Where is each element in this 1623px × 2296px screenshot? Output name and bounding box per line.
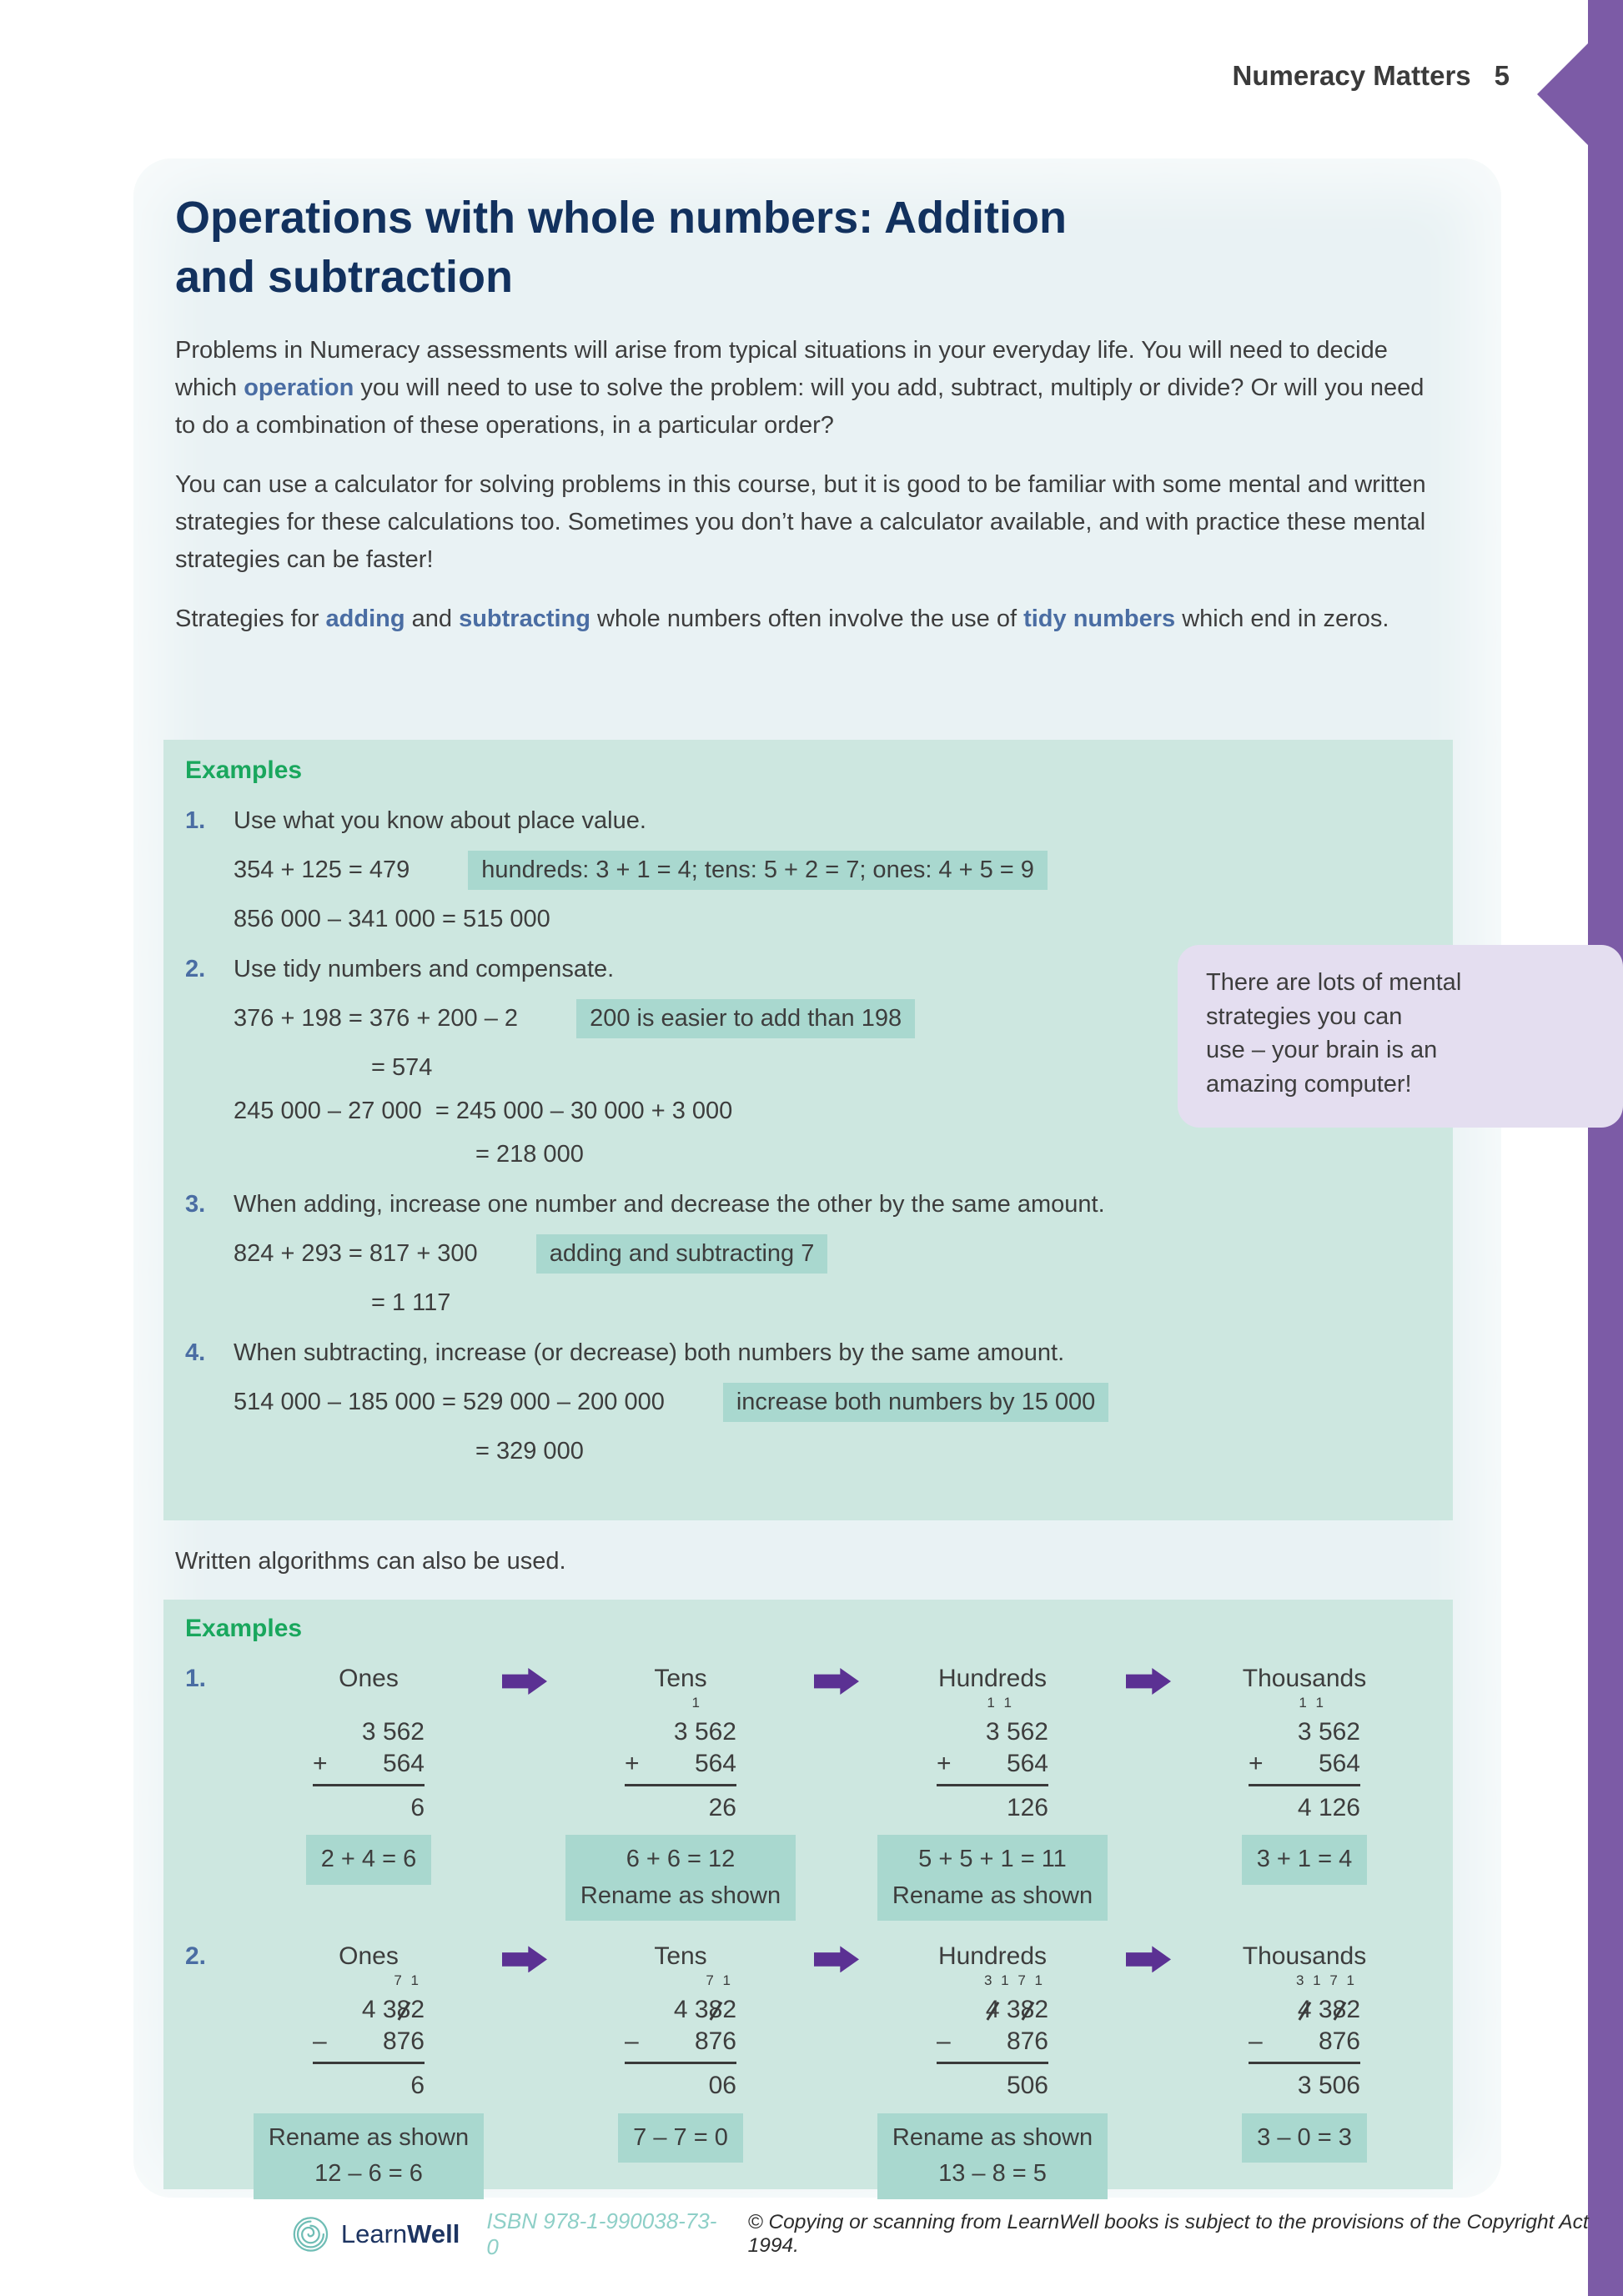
digit-segment: 3 562 bbox=[1297, 1718, 1360, 1746]
result-number: 126 bbox=[1006, 1793, 1048, 1821]
carry-digits: 7 1 bbox=[706, 1972, 731, 1989]
highlight-note: adding and subtracting 7 bbox=[536, 1234, 828, 1274]
annotation-note bbox=[565, 1835, 796, 1921]
highlight-note: hundreds: 3 + 1 = 4; tens: 5 + 2 = 7; ones: 4 + 5 = 9 bbox=[468, 851, 1048, 890]
annotation-line: Rename as shown bbox=[892, 2123, 1093, 2151]
column-working bbox=[313, 1972, 425, 2101]
carry-digits: 3 1 7 1 bbox=[984, 1972, 1043, 1989]
top-number bbox=[625, 1994, 736, 2026]
renamed-digit: 8 bbox=[1333, 1994, 1347, 2026]
second-number: 876 bbox=[1006, 2027, 1048, 2056]
result-number: 3 506 bbox=[1297, 2071, 1360, 2099]
right-arrow-icon bbox=[814, 1946, 859, 1972]
stage-label: Tens bbox=[654, 1942, 707, 1971]
stage-label: Hundreds bbox=[937, 1665, 1048, 1692]
result-number: 4 126 bbox=[1297, 1793, 1360, 1821]
operator-sign: + bbox=[313, 1749, 328, 1777]
stage-label: Hundreds bbox=[937, 1942, 1048, 1971]
digit-segment: 2 bbox=[722, 1996, 736, 2024]
arrow-cell bbox=[1124, 1665, 1173, 1695]
carry-digits bbox=[313, 1695, 425, 1716]
example-number: 4. bbox=[185, 1339, 206, 1366]
carry-digits: 7 1 bbox=[394, 1972, 420, 1989]
text-segment: whole numbers often involve the use of bbox=[590, 605, 1024, 632]
examples-heading: Examples bbox=[185, 756, 303, 784]
stage-label: Tens bbox=[654, 1665, 707, 1692]
digit-segment: 2 bbox=[1034, 1996, 1048, 2024]
operator-row bbox=[937, 2026, 1048, 2064]
operator-sign: – bbox=[937, 2027, 951, 2056]
operator-row bbox=[1249, 1748, 1360, 1786]
equation-text: 514 000 – 185 000 = 529 000 – 200 000 bbox=[234, 1389, 665, 1415]
equation-text: = 574 bbox=[371, 1054, 433, 1081]
renamed-digit: 8 bbox=[1021, 1994, 1035, 2026]
result-number: 26 bbox=[708, 1793, 736, 1821]
result-number: 6 bbox=[410, 2071, 425, 2099]
renamed-digit: 4 bbox=[1298, 1994, 1312, 2026]
annotation-note bbox=[618, 2113, 743, 2163]
equation-text: = 218 000 bbox=[475, 1141, 584, 1168]
text-segment: Problems in Numeracy assessments will arise from typical situations in your everyday life. You will need to decide which bbox=[175, 337, 1388, 401]
result-number: 6 bbox=[410, 1793, 425, 1821]
equation-line bbox=[371, 1289, 1430, 1317]
top-number bbox=[313, 1994, 425, 2026]
stage-label: Ones bbox=[339, 1665, 399, 1692]
arrow-cell bbox=[500, 1665, 549, 1695]
equation-text: 856 000 – 341 000 = 515 000 bbox=[234, 906, 550, 932]
callout-line: use – your brain is an bbox=[1206, 1037, 1438, 1064]
algorithm-stage bbox=[549, 1942, 812, 2163]
equation-line bbox=[234, 851, 1430, 890]
column-working bbox=[937, 1695, 1048, 1823]
digit-segment: 3 562 bbox=[361, 1718, 425, 1746]
callout-bubble bbox=[1178, 945, 1623, 1128]
equation-text: = 1 117 bbox=[371, 1289, 451, 1316]
operator-row bbox=[625, 1748, 736, 1786]
algorithm-stage bbox=[549, 1665, 812, 1921]
algorithm-stage bbox=[861, 1942, 1124, 2198]
arrow-cell bbox=[812, 1942, 861, 1972]
annotation-line: Rename as shown bbox=[892, 1882, 1093, 1909]
keyword: operation bbox=[244, 374, 354, 401]
text-segment: You can use a calculator for solving problems in this course, but it is good to be familiar with some mental and written strategies for these calculations too. Sometimes you don’t have a calculator available, and with practice these mental strategies can be faster! bbox=[175, 470, 1426, 573]
note-wrap bbox=[861, 2113, 1124, 2199]
text-segment: which end in zeros. bbox=[1175, 605, 1389, 632]
second-number: 564 bbox=[694, 1749, 736, 1777]
example-title: Use tidy numbers and compensate. bbox=[234, 956, 615, 982]
page-number: 5 bbox=[1494, 60, 1510, 91]
example-body bbox=[234, 1339, 1430, 1465]
operator-sign: + bbox=[937, 1749, 952, 1777]
second-number: 564 bbox=[1006, 1749, 1048, 1777]
algorithm-stage bbox=[1173, 1942, 1436, 2163]
renamed-digit: 4 bbox=[986, 1994, 1000, 2026]
annotation-note bbox=[877, 2113, 1108, 2199]
example-item bbox=[185, 1191, 1430, 1317]
note-wrap bbox=[1173, 1835, 1436, 1885]
keyword: adding bbox=[325, 605, 405, 632]
learnwell-logo-icon bbox=[292, 2215, 329, 2253]
intro-paragraph bbox=[175, 332, 1443, 445]
digit-segment: 3 bbox=[999, 1996, 1021, 2024]
example-number: 1. bbox=[185, 807, 206, 834]
written-algorithms-note: Written algorithms can also be used. bbox=[175, 1548, 566, 1575]
algorithm-example-row bbox=[185, 1942, 1436, 2198]
operator-row bbox=[313, 2026, 425, 2064]
examples-box-mental bbox=[163, 740, 1453, 1520]
operator-sign: – bbox=[625, 2027, 639, 2056]
digit-segment: 4 3 bbox=[361, 1996, 397, 2024]
arrow-cell bbox=[812, 1665, 861, 1695]
top-number bbox=[1249, 1994, 1360, 2026]
second-number: 876 bbox=[1318, 2027, 1360, 2056]
text-segment: and bbox=[404, 605, 460, 632]
note-wrap bbox=[237, 2113, 500, 2199]
result-number: 06 bbox=[708, 2071, 736, 2099]
example-title: When adding, increase one number and decrease the other by the same amount. bbox=[234, 1191, 1105, 1218]
operator-row bbox=[625, 2026, 736, 2064]
annotation-line: 5 + 5 + 1 = 11 bbox=[918, 1846, 1067, 1873]
equation-text: 824 + 293 = 817 + 300 bbox=[234, 1240, 478, 1267]
intro-paragraphs bbox=[175, 332, 1443, 660]
note-wrap bbox=[549, 1835, 812, 1921]
stage-label: Ones bbox=[339, 1942, 399, 1971]
example-title: When subtracting, increase (or decrease) both numbers by the same amount. bbox=[234, 1339, 1065, 1366]
renamed-digit: 8 bbox=[397, 1994, 411, 2026]
example-number: 3. bbox=[185, 1191, 206, 1218]
annotation-line: 2 + 4 = 6 bbox=[320, 1846, 417, 1873]
annotation-line: 12 – 6 = 6 bbox=[314, 2160, 423, 2188]
annotation-note bbox=[306, 1835, 432, 1885]
isbn: ISBN 978-1-990038-73-0 bbox=[486, 2208, 717, 2259]
annotation-note bbox=[1242, 1835, 1368, 1885]
carry-digits: 1 1 bbox=[1299, 1695, 1324, 1711]
intro-paragraph bbox=[175, 466, 1443, 579]
second-number: 876 bbox=[382, 2027, 425, 2056]
keyword: tidy numbers bbox=[1023, 605, 1176, 632]
keyword: subtracting bbox=[459, 605, 590, 632]
annotation-note bbox=[1242, 2113, 1367, 2163]
examples-written-rows bbox=[185, 1665, 1436, 2199]
equation-line bbox=[234, 1383, 1430, 1422]
second-number: 564 bbox=[1318, 1749, 1360, 1777]
annotation-note bbox=[877, 1835, 1108, 1921]
algorithm-stage bbox=[861, 1665, 1124, 1921]
top-number bbox=[1249, 1716, 1360, 1748]
annotation-line: 3 + 1 = 4 bbox=[1256, 1846, 1353, 1873]
example-body bbox=[234, 807, 1430, 933]
right-arrow-icon bbox=[814, 1668, 859, 1695]
equation-line bbox=[234, 1234, 1430, 1274]
equation-line bbox=[475, 1141, 1430, 1168]
operator-sign: – bbox=[313, 2027, 327, 2056]
note-wrap bbox=[1173, 2113, 1436, 2163]
stage-label: Thousands bbox=[1242, 1665, 1367, 1692]
right-arrow-icon bbox=[502, 1668, 547, 1695]
digit-segment: 3 562 bbox=[985, 1718, 1048, 1746]
annotation-note bbox=[254, 2113, 484, 2199]
intro-paragraph bbox=[175, 600, 1443, 638]
top-number bbox=[625, 1716, 736, 1748]
algorithm-stage bbox=[237, 1665, 500, 1885]
annotation-line: Rename as shown bbox=[580, 1882, 781, 1909]
examples-heading: Examples bbox=[185, 1615, 303, 1642]
equation-line bbox=[234, 906, 1430, 933]
algorithm-stage bbox=[237, 1942, 500, 2198]
operator-sign: – bbox=[1249, 2027, 1263, 2056]
column-working bbox=[937, 1972, 1048, 2101]
learnwell-logo-text: LearnWell bbox=[340, 2219, 460, 2248]
highlight-note: 200 is easier to add than 198 bbox=[576, 999, 915, 1038]
callout-line: strategies you can bbox=[1206, 1002, 1403, 1030]
annotation-line: Rename as shown bbox=[268, 2123, 470, 2151]
digit-segment: 2 bbox=[1346, 1996, 1360, 2024]
running-header bbox=[1233, 60, 1510, 92]
annotation-line: 3 – 0 = 3 bbox=[1257, 2123, 1352, 2151]
note-wrap bbox=[549, 2113, 812, 2163]
example-item bbox=[185, 1339, 1430, 1465]
callout-line: There are lots of mental bbox=[1206, 969, 1462, 996]
book-title: Numeracy Matters bbox=[1232, 60, 1471, 91]
second-number: 564 bbox=[382, 1749, 425, 1777]
example-title: Use what you know about place value. bbox=[234, 807, 646, 834]
example-item bbox=[185, 807, 1430, 933]
arrow-cell bbox=[1124, 1942, 1173, 1972]
example-body bbox=[234, 1191, 1430, 1317]
note-wrap bbox=[237, 1835, 500, 1885]
column-working bbox=[1249, 1972, 1360, 2101]
right-arrow-icon bbox=[502, 1946, 547, 1972]
equation-text: 376 + 198 = 376 + 200 – 2 bbox=[234, 1005, 519, 1032]
digit-segment: 2 bbox=[410, 1996, 425, 2024]
example-number: 2. bbox=[185, 956, 206, 982]
right-arrow-icon bbox=[1126, 1946, 1171, 1972]
second-number: 876 bbox=[694, 2027, 736, 2056]
digit-segment: 4 3 bbox=[673, 1996, 709, 2024]
top-number bbox=[937, 1994, 1048, 2026]
text-segment: Strategies for bbox=[175, 605, 326, 632]
equation-line bbox=[475, 1438, 1430, 1465]
digit-segment: 3 bbox=[1311, 1996, 1333, 2024]
example-number: 1. bbox=[185, 1665, 207, 1692]
algorithm-example-row bbox=[185, 1665, 1436, 1921]
examples-mental-items bbox=[185, 807, 1430, 1465]
annotation-line: 13 – 8 = 5 bbox=[938, 2160, 1047, 2188]
column-working bbox=[1249, 1695, 1360, 1823]
examples-box-written bbox=[163, 1600, 1453, 2189]
result-number: 506 bbox=[1006, 2071, 1048, 2099]
footer bbox=[292, 2208, 1623, 2260]
note-wrap bbox=[861, 1835, 1124, 1921]
operator-sign: + bbox=[625, 1749, 640, 1777]
operator-sign: + bbox=[1249, 1749, 1264, 1777]
annotation-line: 7 – 7 = 0 bbox=[633, 2123, 728, 2151]
annotation-line: 6 + 6 = 12 bbox=[626, 1846, 736, 1873]
top-number bbox=[937, 1716, 1048, 1748]
operator-row bbox=[937, 1748, 1048, 1786]
callout-line: amazing computer! bbox=[1206, 1070, 1412, 1098]
operator-row bbox=[1249, 2026, 1360, 2064]
page-title: Operations with whole numbers: Addition and subtraction bbox=[175, 193, 1068, 303]
column-working bbox=[625, 1972, 736, 2101]
equation-text: 354 + 125 = 479 bbox=[234, 857, 410, 883]
page-edge-ribbon bbox=[1588, 0, 1623, 2296]
example-number: 2. bbox=[185, 1942, 207, 1971]
column-working bbox=[313, 1695, 425, 1823]
column-working bbox=[625, 1695, 736, 1823]
right-arrow-icon bbox=[1126, 1668, 1171, 1695]
highlight-note: increase both numbers by 15 000 bbox=[723, 1383, 1108, 1422]
carry-digits: 1 bbox=[691, 1695, 701, 1711]
operator-row bbox=[313, 1748, 425, 1786]
digit-segment: 3 562 bbox=[673, 1718, 736, 1746]
stage-label: Thousands bbox=[1242, 1942, 1367, 1971]
algorithm-stage bbox=[1173, 1665, 1436, 1885]
carry-digits: 3 1 7 1 bbox=[1296, 1972, 1355, 1989]
arrow-cell bbox=[500, 1942, 549, 1972]
equation-text: 245 000 – 27 000 = 245 000 – 30 000 + 3 000 bbox=[234, 1098, 733, 1124]
text-segment: you will need to use to solve the problem: will you add, subtract, multiply or divide? Or will you need to do a combination of these operations, in a particular order? bbox=[175, 374, 1425, 439]
equation-text: = 329 000 bbox=[475, 1438, 584, 1465]
renamed-digit: 8 bbox=[709, 1994, 723, 2026]
carry-digits: 1 1 bbox=[987, 1695, 1012, 1711]
top-number bbox=[313, 1716, 425, 1748]
copyright-notice: © Copying or scanning from LearnWell books is subject to the provisions of the Copyright Act 1994. bbox=[747, 2211, 1589, 2257]
